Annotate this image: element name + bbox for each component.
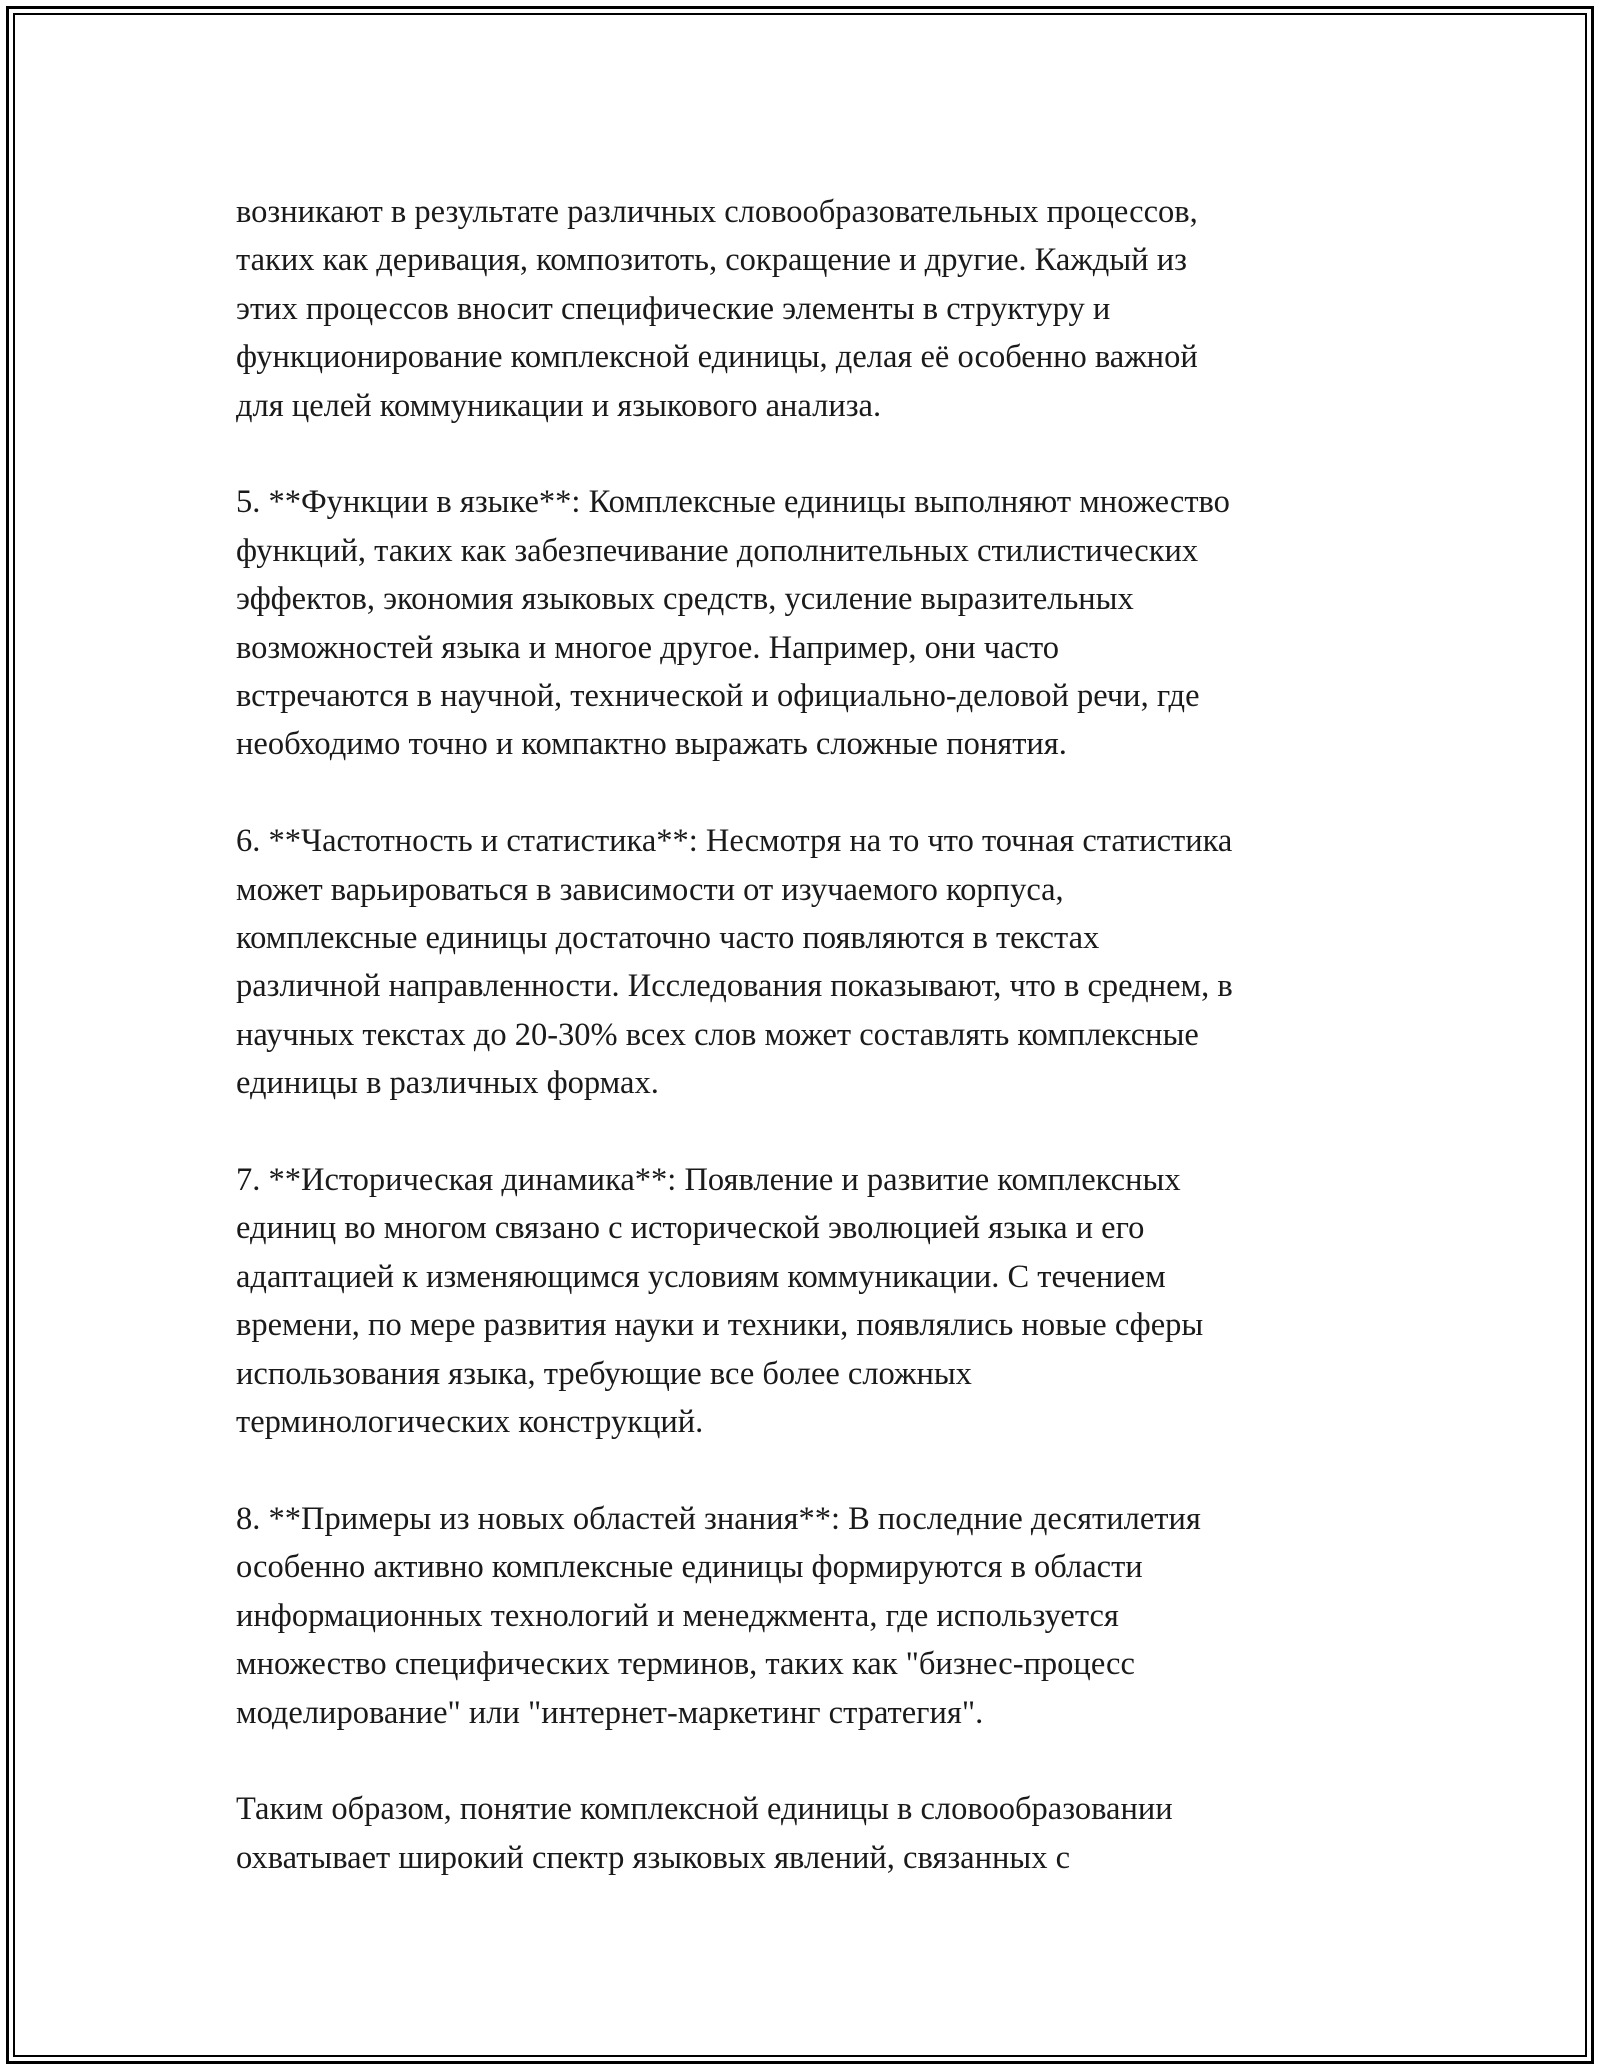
- text-line: терминологических конструкций.: [236, 1404, 704, 1441]
- text-line: необходимо точно и компактно выражать сложные понятия.: [236, 726, 1067, 763]
- text-line: 8. **Примеры из новых областей знания**: В последние десятилетия: [236, 1500, 1201, 1537]
- text-line: возможностей языка и многое другое. Например, они часто: [236, 629, 1059, 666]
- text-line: адаптацией к изменяющимся условиям коммуникации. С течением: [236, 1258, 1166, 1295]
- text-line: для целей коммуникации и языкового анализа.: [236, 387, 882, 424]
- text-line: использования языка, требующие все более сложных: [236, 1355, 972, 1392]
- text-line: возникают в результате различных словообразовательных процессов,: [236, 194, 1198, 230]
- paragraph-item-5: [236, 478, 1400, 768]
- text-line: 7. **Историческая динамика**: Появление и развитие комплексных: [236, 1162, 1181, 1199]
- text-line: таких как деривация, композитоть, сокращение и другие. Каждый из: [236, 242, 1187, 279]
- text-line: различной направленности. Исследования показывают, что в среднем, в: [236, 968, 1233, 1005]
- text-line: функционирование комплексной единицы, делая её особенно важной: [236, 339, 1198, 376]
- text-line: встречаются в научной, технической и официально-деловой речи, где: [236, 678, 1200, 715]
- document-body: [236, 188, 1400, 1882]
- paragraph-item-8: [236, 1495, 1400, 1737]
- paragraph-item-6: [236, 817, 1400, 1107]
- text-line: информационных технологий и менеджмента, где используется: [236, 1597, 1119, 1634]
- text-line: комплексные единицы достаточно часто появляются в текстах: [236, 920, 1100, 957]
- paragraph-conclusion: [236, 1785, 1400, 1882]
- text-line: 5. **Функции в языке**: Комплексные единицы выполняют множество: [236, 484, 1230, 521]
- text-line: научных текстах до 20-30% всех слов может составлять комплексные: [236, 1016, 1199, 1053]
- text-line: единиц во многом связано с исторической эволюцией языка и его: [236, 1210, 1145, 1247]
- text-line: единицы в различных формах.: [236, 1065, 659, 1102]
- paragraph-continuation: [236, 188, 1400, 430]
- text-line: времени, по мере развития науки и техники, появлялись новые сферы: [236, 1307, 1204, 1344]
- text-line: функций, таких как забезпечивание дополнительных стилистических: [236, 532, 1199, 569]
- text-line: множество специфических терминов, таких как "бизнес-процесс: [236, 1646, 1135, 1683]
- paragraph-item-7: [236, 1156, 1400, 1446]
- text-line: охватывает широкий спектр языковых явлений, связанных с: [236, 1839, 1071, 1876]
- text-line: Таким образом, понятие комплексной единицы в словообразовании: [236, 1791, 1173, 1828]
- text-line: моделирование" или "интернет-маркетинг стратегия".: [236, 1694, 984, 1731]
- text-line: может варьироваться в зависимости от изучаемого корпуса,: [236, 871, 1064, 908]
- text-line: этих процессов вносит специфические элементы в структуру и: [236, 290, 1111, 327]
- text-line: 6. **Частотность и статистика**: Несмотря на то что точная статистика: [236, 823, 1233, 860]
- text-line: особенно активно комплексные единицы формируются в области: [236, 1549, 1143, 1586]
- text-line: эффектов, экономия языковых средств, усиление выразительных: [236, 581, 1134, 618]
